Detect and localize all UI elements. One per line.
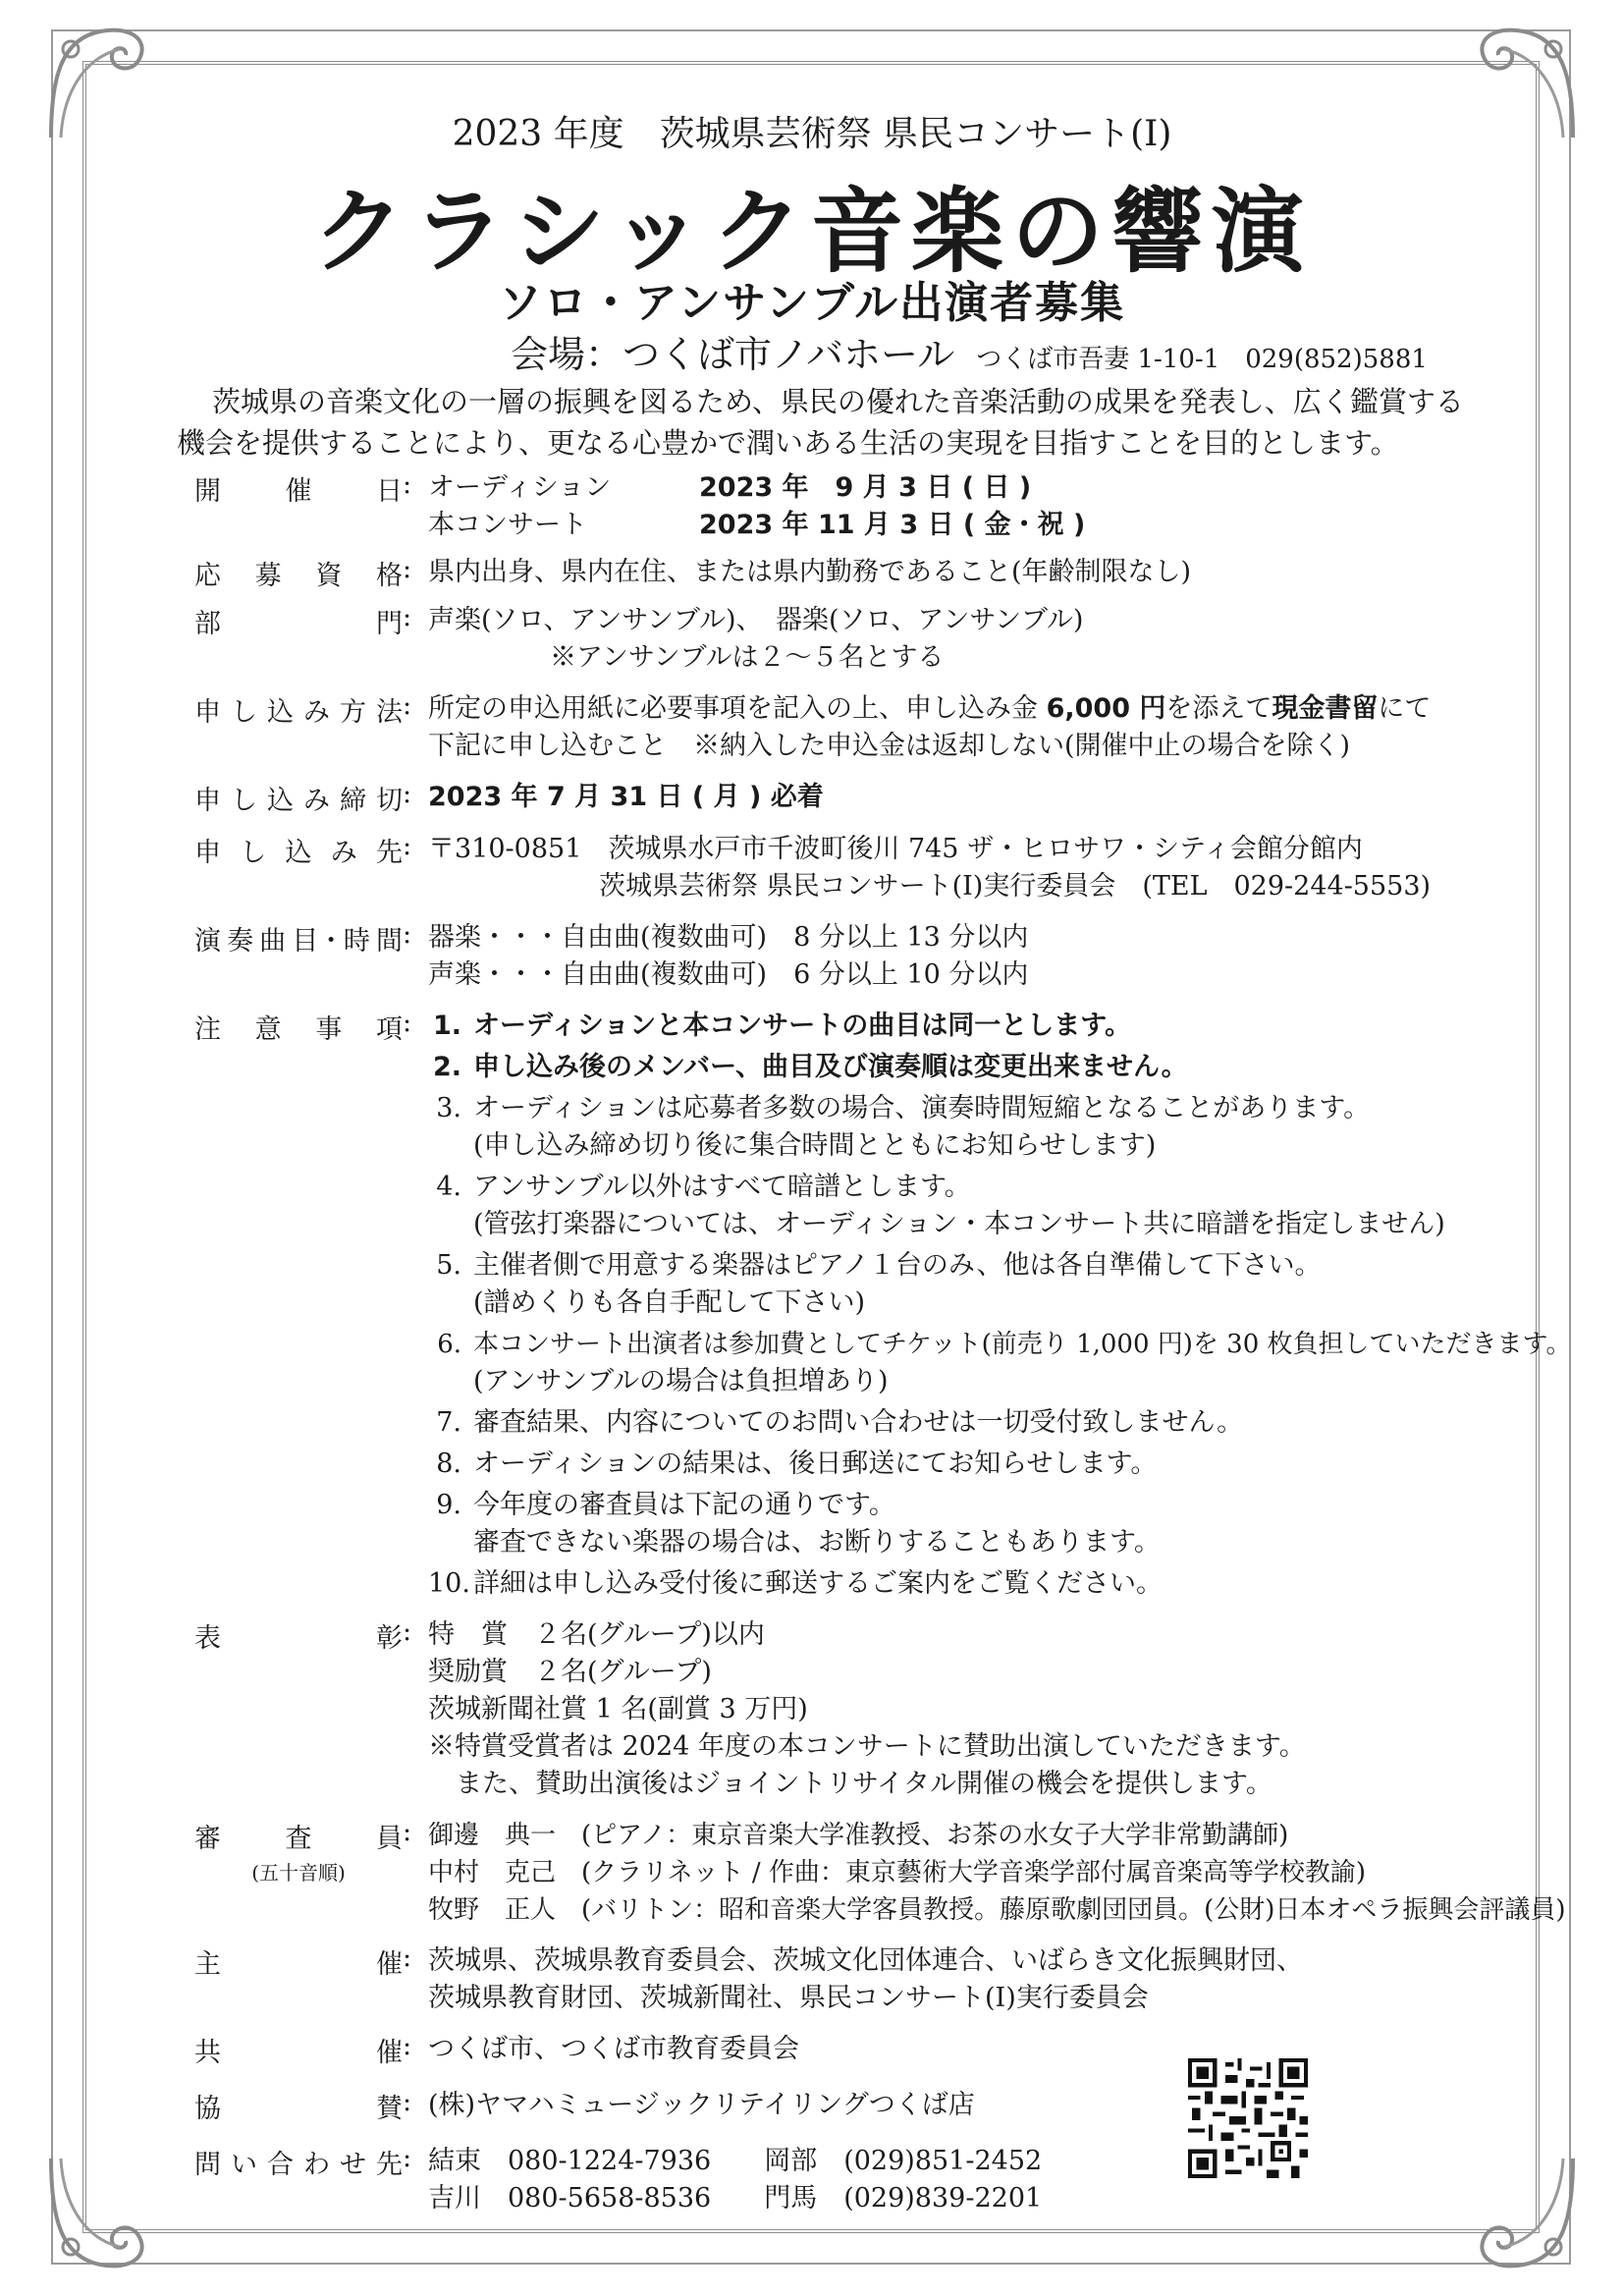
row-label: 部門 [194, 609, 403, 639]
intro-line: 機会を提供することにより、更なる心豊かで潤いある生活の実現を目指すことを目的とします。 [177, 426, 1399, 460]
row-label: 問い合わせ先 [194, 2150, 403, 2180]
note-item-cont: (管弦打楽器については、オーディション・本コンサート共に暗譜を指定しません) [473, 1209, 1445, 1239]
row-awards: 表彰 : 特 賞 ２名(グループ)以内 奨励賞 ２名(グループ) 茨城新聞社賞 1 名(副賞 3 万円) ※特賞受賞者は 2024 年度の本コンサートに賛助出演していただきます。 また、賛助出演後はジョイントリサイタル開催の機会を提供します。 [194, 1616, 1530, 1803]
award-special: 特 賞 ２名(グループ)以内 [428, 1619, 765, 1650]
note-item: アンサンブル以外はすべて暗譜とします。 [473, 1172, 971, 1202]
corner-ornament-icon [41, 2149, 169, 2276]
qr-code-icon[interactable] [1188, 2058, 1308, 2178]
info-table [194, 469, 1572, 2217]
page-title: クラシック音楽の響演 [311, 178, 1313, 286]
contact-line: 結束 080-1224-7936 岡部 (029)851-2452 [428, 2146, 1043, 2176]
venue-line [511, 324, 1428, 378]
award-note-cont: また、賛助出演後はジョイントリサイタル開催の機会を提供します。 [456, 1769, 1272, 1799]
row-method: 申し込み方法 : 所定の申込用紙に必要事項を記入の上、申し込み金 6,000 円を添えて現金書留にて 下記に申し込むこと ※納入した申込金は返却しない(開催中止の場合を除く) [194, 690, 1530, 765]
row-label: 開催日 [194, 476, 403, 507]
row-dates: 開催日 : オーディション 2023 年 9 月 3 日 ( 日 ) 本コンサート 2023 年 11 月 3 日 ( 金・祝 ) [194, 469, 1530, 544]
method-note: 下記に申し込むこと ※納入した申込金は返却しない(開催中止の場合を除く) [428, 731, 1351, 761]
note-item: 今年度の審査員は下記の通りです。 [473, 1490, 895, 1520]
contact-line: 吉川 080-5658-8536 門馬 (029)839-2201 [428, 2183, 1043, 2214]
row-deadline: 申し込み締切 : 2023 年 7 月 31 日 ( 月 ) 必着 [194, 779, 1530, 817]
intro-paragraph [177, 381, 1492, 464]
organizer-text: 茨城県、茨城県教育委員会、茨城文化団体連合、いばらき文化振興財団、 [428, 1945, 1303, 1976]
row-label: 応募資格 [194, 561, 403, 591]
award-encouragement: 奨励賞 ２名(グループ) [428, 1657, 712, 1687]
row-label: 表彰 [194, 1623, 403, 1654]
row-division: 部門 : 声楽(ソロ、アンサンブル)、 器楽(ソロ、アンサンブル) ※アンサンブルは２～５名とする [194, 602, 1530, 677]
venue-address: つくば市吾妻 1-10-1 029(852)5881 [976, 345, 1428, 374]
note-item-cont: (アンサンブルの場合は負担増あり) [473, 1366, 889, 1396]
note-item: オーディションの結果は、後日郵送にてお知らせします。 [473, 1449, 1158, 1479]
row-contact: 問い合わせ先 : 結束 080-1224-7936 岡部 (029)851-2452 吉川 080-5658-8536 門馬 (029)839-2201 [194, 2143, 1530, 2217]
row-label: 共催 [194, 2038, 403, 2068]
destination-committee: 茨城県芸術祭 県民コンサート(Ⅰ)実行委員会 (TEL 029-244-5553) [599, 871, 1432, 902]
row-label: 主催 [194, 1949, 403, 1980]
division-note: ※アンサンブルは２～５名とする [550, 642, 945, 673]
venue-name: 会場：つくば市ノバホール [511, 333, 955, 376]
row-judges: 審査員 (五十音順) : 御邊 典一 (ピアノ：東京音楽大学准教授、お茶の水女子大学非常勤講師) 中村 克己 (クラリネット / 作曲：東京藝術大学音楽学部付属音楽高等学校教諭) 牧野 正人 (バリトン：昭和音楽大学客員教授。藤原歌劇団団員。(公財)日本オペラ振興会評議員) [194, 1817, 1530, 1929]
judge-entry: 牧野 正人 (バリトン：昭和音楽大学客員教授。藤原歌劇団団員。(公財)日本オペラ振興会評議員) [428, 1895, 1566, 1925]
note-item: オーディションは応募者多数の場合、演奏時間短縮となることがあります。 [473, 1093, 1371, 1123]
row-cohost: 共催 : つくば市、つくば市教育委員会 [194, 2031, 1530, 2069]
row-label: 注意事項 [194, 1014, 403, 1045]
note-item: オーディションと本コンサートの曲目は同一とします。 [473, 1011, 1132, 1041]
concert-date: 2023 年 11 月 3 日 ( 金・祝 ) [699, 510, 1086, 540]
row-label: 申し込み先 [194, 838, 403, 868]
event-subtitle: 2023 年度 茨城県芸術祭 県民コンサート(Ⅰ) [452, 114, 1172, 154]
row-label: 演奏曲目･時間 [194, 926, 403, 957]
eligibility-text: 県内出身、県内在住、または県内勤務であること(年齢制限なし) [428, 557, 1192, 587]
destination-address: 〒310-0851 茨城県水戸市千波町後川 745 ザ・ヒロサワ・シティ会館分館内 [428, 834, 1363, 864]
organizer-text: 茨城県教育財団、茨城新聞社、県民コンサート(Ⅰ)実行委員会 [428, 1983, 1149, 2013]
pieces-vocal: 声楽・・・自由曲(複数曲可) 6 分以上 10 分以内 [428, 959, 1029, 990]
sponsor-text: (株)ヤマハミュージックリテイリングつくば店 [428, 2090, 975, 2120]
concert-label: 本コンサート [428, 510, 587, 540]
judges-order-note: (五十音順) [251, 1861, 346, 1885]
deadline-date: 2023 年 7 月 31 日 ( 月 ) 必着 [428, 782, 824, 812]
payment-method: 現金書留 [1272, 693, 1379, 724]
judge-entry: 御邊 典一 (ピアノ：東京音楽大学准教授、お茶の水女子大学非常勤講師) [428, 1821, 1289, 1850]
cohost-text: つくば市、つくば市教育委員会 [428, 2034, 799, 2064]
note-item-cont: 審査できない楽器の場合は、お断りすることもあります。 [473, 1527, 1161, 1558]
intro-line: 茨城県の音楽文化の一層の振興を図るため、県民の優れた音楽活動の成果を発表し、広く鑑賞する [212, 385, 1464, 418]
row-eligibility: 応募資格 : 県内出身、県内在住、または県内勤務であること(年齢制限なし) [194, 554, 1530, 592]
division-text: 声楽(ソロ、アンサンブル)、 器楽(ソロ、アンサンブル) [428, 605, 1084, 635]
note-item: 本コンサート出演者は参加費としてチケット(前売り 1,000 円)を 30 枚負担していただきます。 [473, 1330, 1572, 1359]
audition-date: 2023 年 9 月 3 日 ( 日 ) [699, 472, 1032, 503]
note-item: 詳細は申し込み受付後に郵送するご案内をご覧ください。 [473, 1568, 1163, 1599]
row-pieces: 演奏曲目･時間 : 器楽・・・自由曲(複数曲可) 8 分以上 13 分以内 声楽・・・自由曲(複数曲可) 6 分以上 10 分以内 [194, 919, 1530, 994]
note-item-cont: (申し込み締め切り後に集合時間とともにお知らせします) [473, 1130, 1157, 1161]
recruit-heading: ソロ・アンサンブル出演者募集 [498, 278, 1126, 328]
row-sponsor: 協賛 : (株)ヤマハミュージックリテイリングつくば店 [194, 2087, 1530, 2125]
row-organizer: 主催 : 茨城県、茨城県教育委員会、茨城文化団体連合、いばらき文化振興財団、 茨城県教育財団、茨城新聞社、県民コンサート(Ⅰ)実行委員会 [194, 1942, 1530, 2017]
award-newspaper: 茨城新聞社賞 1 名(副賞 3 万円) [428, 1694, 808, 1724]
note-item: 申し込み後のメンバー、曲目及び演奏順は変更出来ません。 [473, 1052, 1188, 1082]
judge-entry: 中村 克己 (クラリネット / 作曲：東京藝術大学音楽学部付属音楽高等学校教諭) [428, 1858, 1367, 1887]
method-line: 所定の申込用紙に必要事項を記入の上、申し込み金 6,000 円を添えて現金書留にて [428, 693, 1432, 724]
note-item-cont: (譜めくりも各自手配して下さい) [473, 1287, 866, 1318]
row-destination: 申し込み先 : 〒310-0851 茨城県水戸市千波町後川 745 ザ・ヒロサワ・シティ会館分館内 茨城県芸術祭 県民コンサート(Ⅰ)実行委員会 (TEL 029-244-5553) [194, 831, 1530, 905]
row-label: 協賛 [194, 2094, 403, 2124]
row-label: 審査員 [194, 1824, 403, 1854]
note-item: 主催者側で用意する楽器はピアノ１台のみ、他は各自準備して下さい。 [473, 1250, 1322, 1281]
award-note: ※特賞受賞者は 2024 年度の本コンサートに賛助出演していただきます。 [428, 1731, 1306, 1762]
pieces-instrumental: 器楽・・・自由曲(複数曲可) 8 分以上 13 分以内 [428, 922, 1029, 953]
fee-amount: 6,000 円 [1046, 693, 1166, 724]
row-label: 申し込み方法 [194, 697, 403, 728]
audition-label: オーディション [428, 472, 612, 503]
row-label: 申し込み締切 [194, 786, 403, 816]
row-notes: 注意事項 : 1. オーディションと本コンサートの曲目は同一とします。 2. 申し込み後のメンバー、曲目及び演奏順は変更出来ません。 3. オーディションは応募者多数の場合、演奏時間短縮となることがあります。 (申し込み締め切り後に集合時間とともにお知らせします) 4. アンサンブル以外はすべて暗譜とします。 (管弦打楽器については、オーディション・本コンサート共に暗譜を指定しません) 5. 主催者側で用意する楽器はピアノ１台のみ、他は各自準備して下さい。 (譜めくりも各自手配して下さい) 6. 本コンサート出演者は参加費としてチケット(前売り 1,000 円)を 30 枚負担していただきます。 (アンサンブルの場合は負担増あり) 7. 審査結果、内容についてのお問い合わせは一切受付致しません。 8. オーディションの結果は、後日郵送にてお知らせします。 9. 今年度の審査員は下記の通りです。 審査できない楽器の場合は、お断りすることもあります。 10. 詳細は申し込み受付後に郵送するご案内をご覧ください。 [194, 1008, 1530, 1603]
note-item: 審査結果、内容についてのお問い合わせは一切受付致しません。 [473, 1407, 1244, 1438]
